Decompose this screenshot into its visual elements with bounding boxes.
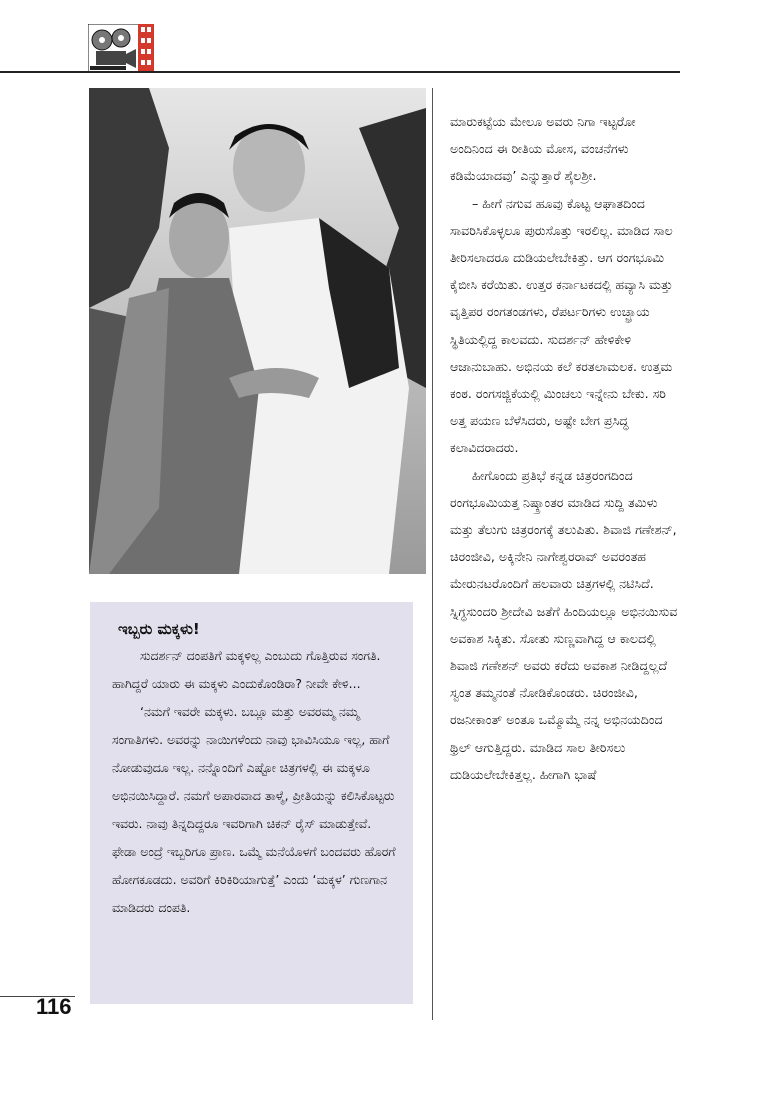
film-still-photo [89, 88, 426, 574]
sidebar-box [90, 602, 413, 1004]
sidebar-paragraph: ಸುದರ್ಶನ್ ದಂಪತಿಗೆ ಮಕ್ಕಳಿಲ್ಲ ಎಂಬುದು ಗೊತ್ತಿರುವ ಸಂಗತಿ. ಹಾಗಿದ್ದರೆ ಯಾರು ಈ ಮಕ್ಕಳು ಎಂದುಕೊಂಡಿರಾ? ನೀವೇ ಕೇಳಿ... [112, 648, 381, 691]
sidebar-title: ಇಬ್ಬರು ಮಕ್ಕಳು! [118, 620, 200, 638]
main-text-column [450, 108, 682, 788]
page-number: 116 [36, 994, 72, 1019]
film-reel-logo [88, 24, 154, 72]
body-paragraph: ಹೀಗೊಂದು ಪ್ರತಿಭೆ ಕನ್ನಡ ಚಿತ್ರರಂಗದಿಂದ ರಂಗಭೂಮಿಯತ್ತ ನಿಷ್ಕ್ರಾಂತರ ಮಾಡಿದ ಸುದ್ದಿ ತಮಿಳು ಮತ್ತು ತೆಲುಗು ಚಿತ್ರರಂಗಕ್ಕೆ ತಲುಪಿತು. ಶಿವಾಜಿ ಗಣೇಶನ್, ಚಿರಂಜೀವಿ, ಅಕ್ಕಿನೇನಿ ನಾಗೇಶ್ವರರಾವ್ ಅವರಂತಹ ಮೇರುನಟರೊಂದಿಗೆ ಹಲವಾರು ಚಿತ್ರಗಳಲ್ಲಿ ನಟಿಸಿದೆ. ಸ್ನಿಗ್ಧಸುಂದರಿ ಶ್ರೀದೇವಿ ಜತೆಗೆ ಹಿಂದಿಯಲ್ಲೂ ಅಭಿನಯಿಸುವ ಅವಕಾಶ ಸಿಕ್ಕಿತು. ಸೋತು ಸುಣ್ಣವಾಗಿದ್ದ ಆ ಕಾಲದಲ್ಲಿ ಶಿವಾಜಿ ಗಣೇಶನ್ ಅವರು ಕರೆದು ಅವಕಾಶ ನೀಡಿದ್ದಲ್ಲದೆ ಸ್ವಂತ ತಮ್ಮನಂತೆ ನೋಡಿಕೊಂಡರು. ಚಿರಂಜೀವಿ, ರಜನೀಕಾಂತ್ ಅಂತೂ ಒಮ್ಮೊಮ್ಮೆ ನನ್ನ ಅಭಿನಯದಿಂದ ಥ್ರಿಲ್ ಆಗುತ್ತಿದ್ದರು. ಮಾಡಿದ ಸಾಲ ತೀರಿಸಲು ದುಡಿಯಲೇಬೇಕಿತ್ತಲ್ಲ. ಹೀಗಾಗಿ ಭಾಷೆ [450, 467, 678, 782]
body-paragraph: ಮಾರುಕಟ್ಟೆಯ ಮೇಲೂ ಅವರು ನಿಗಾ ಇಟ್ಟರೋ ಅಂದಿನಿಂದ ಈ ರೀತಿಯ ಮೋಸ, ವಂಚನೆಗಳು ಕಡಿಮೆಯಾದವು’ ಎನ್ನುತ್ತಾರೆ ಶೈಲಶ್ರೀ. [450, 114, 636, 184]
sidebar-paragraph: ‘ನಮಗೆ ಇವರೇ ಮಕ್ಕಳು. ಬಬ್ಲೂ ಮತ್ತು ಅವರಮ್ಮ ನಮ್ಮ ಸಂಗಾತಿಗಳು. ಅವರನ್ನು ನಾಯಿಗಳೆಂದು ನಾವು ಭಾವಿಸಿಯೂ ಇಲ್ಲ, ಹಾಗೆ ನೋಡುವುದೂ ಇಲ್ಲ. ನನ್ನೊಂದಿಗೆ ಎಷ್ಟೋ ಚಿತ್ರಗಳಲ್ಲಿ ಈ ಮಕ್ಕಳೂ ಅಭಿನಯಿಸಿದ್ದಾರೆ. ನಮಗೆ ಅಪಾರವಾದ ತಾಳ್ಮೆ, ಪ್ರೀತಿಯನ್ನು ಕಲಿಸಿಕೊಟ್ಟರು ಇವರು. ನಾವು ತಿನ್ನದಿದ್ದರೂ ಇವರಿಗಾಗಿ ಚಿಕನ್ ರೈಸ್ ಮಾಡುತ್ತೇವೆ. ಫೇಡಾ ಅಂದ್ರೆ ಇಬ್ಬರಿಗೂ ಪ್ರಾಣ. ಒಮ್ಮೆ ಮನೆಯೊಳಗೆ ಬಂದವರು ಹೊರಗೆ ಹೋಗಕೂಡದು. ಅವರಿಗೆ ಕಿರಿಕಿರಿಯಾಗುತ್ತೆ’ ಎಂದು ‘ಮಕ್ಕಳ’ ಗುಣಗಾನ ಮಾಡಿದರು ದಂಪತಿ. [112, 704, 396, 915]
header-rule [0, 71, 680, 73]
body-paragraph: – ಹೀಗೆ ನಗುವ ಹೂವು ಕೊಟ್ಟ ಆಘಾತದಿಂದ ಸಾವರಿಸಿಕೊಳ್ಳಲೂ ಪುರುಸೊತ್ತು ಇರಲಿಲ್ಲ. ಮಾಡಿದ ಸಾಲ ತೀರಿಸಲಾದರೂ ದುಡಿಯಲೇಬೇಕಿತ್ತು. ಆಗ ರಂಗಭೂಮಿ ಕೈಬೀಸಿ ಕರೆಯಿತು. ಉತ್ತರ ಕರ್ನಾಟಕದಲ್ಲಿ ಹವ್ಯಾಸಿ ಮತ್ತು ವೃತ್ತಿಪರ ರಂಗತಂಡಗಳು, ರೆಪರ್ಟರಿಗಳು ಉಚ್ಛ್ರಾಯ ಸ್ಥಿತಿಯಲ್ಲಿದ್ದ ಕಾಲವದು. ಸುದರ್ಶನ್ ಹೇಳಿಕೇಳಿ ಆಜಾನುಬಾಹು. ಅಭಿನಯ ಕಲೆ ಕರತಲಾಮಲಕ. ಉತ್ತಮ ಕಂಠ. ರಂಗಸಜ್ಜಿಕೆಯಲ್ಲಿ ಮಿಂಚಲು ಇನ್ನೇನು ಬೇಕು. ಸರಿ ಅತ್ತ ಪಯಣ ಬೆಳೆಸಿದರು, ಅಷ್ಟೇ ಬೇಗ ಪ್ರಸಿದ್ಧ ಕಲಾವಿದರಾದರು. [450, 195, 673, 456]
column-divider [432, 88, 433, 1020]
